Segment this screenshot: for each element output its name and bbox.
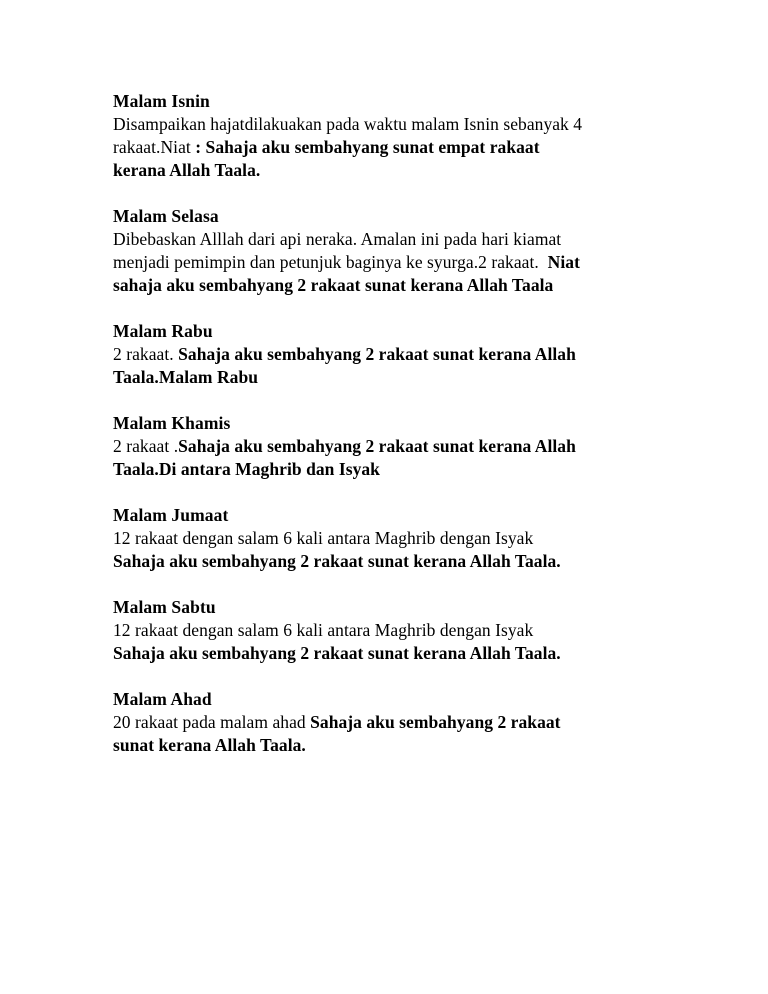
section-text-line <box>113 435 653 458</box>
niat-text: Taala.Di antara Maghrib dan Isyak <box>113 459 380 479</box>
niat-text: Sahaja aku sembahyang 2 rakaat sunat kerana Allah Taala. <box>113 643 561 663</box>
section-malam-selasa <box>113 205 653 297</box>
niat-text: Niat <box>547 252 580 272</box>
section-heading: Malam Ahad <box>113 689 212 709</box>
niat-text: Sahaja aku sembahyang 2 rakaat sunat kerana Allah <box>178 436 576 456</box>
section-malam-rabu <box>113 320 653 389</box>
section-text-line: 12 rakaat dengan salam 6 kali antara Maghrib dengan Isyak <box>113 528 534 548</box>
niat-text: Sahaja aku sembahyang 2 rakaat <box>310 712 561 732</box>
section-text-line <box>113 136 653 159</box>
niat-text: Sahaja aku sembahyang 2 rakaat sunat kerana Allah <box>178 344 576 364</box>
text-run: rakaat.Niat <box>113 137 196 157</box>
section-malam-isnin <box>113 90 653 182</box>
niat-text: Taala.Malam Rabu <box>113 367 259 387</box>
text-run: 2 rakaat. <box>113 344 179 364</box>
section-text-line <box>113 711 653 734</box>
section-heading: Malam Rabu <box>113 321 213 341</box>
niat-text: sahaja aku sembahyang 2 rakaat sunat kerana Allah Taala <box>113 275 554 295</box>
niat-text: sunat kerana Allah Taala. <box>113 735 306 755</box>
section-heading: Malam Isnin <box>113 91 210 111</box>
section-malam-sabtu <box>113 596 653 665</box>
section-malam-jumaat <box>113 504 653 573</box>
niat-text: Sahaja aku sembahyang 2 rakaat sunat kerana Allah Taala. <box>113 551 561 571</box>
section-heading: Malam Selasa <box>113 206 219 226</box>
document-page <box>113 90 653 780</box>
section-heading: Malam Jumaat <box>113 505 229 525</box>
section-text-line: Disampaikan hajatdilakuakan pada waktu malam Isnin sebanyak 4 <box>113 114 583 134</box>
section-text-line <box>113 343 653 366</box>
section-text-line: 12 rakaat dengan salam 6 kali antara Maghrib dengan Isyak <box>113 620 534 640</box>
section-text-line: Dibebaskan Alllah dari api neraka. Amalan ini pada hari kiamat <box>113 229 562 249</box>
section-heading: Malam Sabtu <box>113 597 216 617</box>
section-malam-ahad <box>113 688 653 757</box>
section-heading: Malam Khamis <box>113 413 231 433</box>
niat-text: kerana Allah Taala. <box>113 160 261 180</box>
section-text-line <box>113 251 653 274</box>
text-run: menjadi pemimpin dan petunjuk baginya ke syurga.2 rakaat. <box>113 252 548 272</box>
text-run: 2 rakaat . <box>113 436 179 456</box>
niat-text: : Sahaja aku sembahyang sunat empat rakaat <box>195 137 540 157</box>
text-run: 20 rakaat pada malam ahad <box>113 712 311 732</box>
section-malam-khamis <box>113 412 653 481</box>
